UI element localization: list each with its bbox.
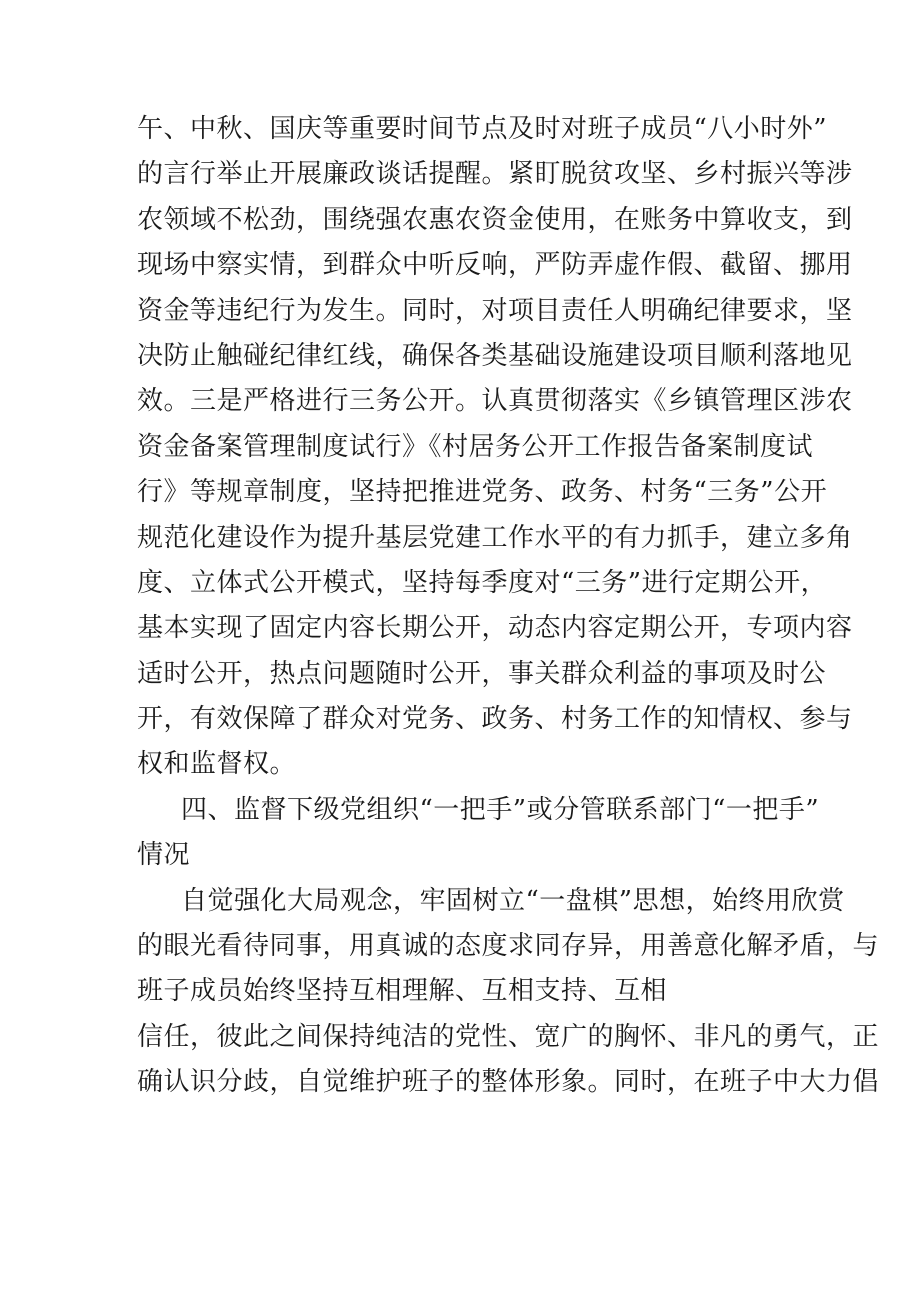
body-line: 效。三是严格进行三务公开。认真贯彻落实《乡镇管理区涉农: [137, 386, 853, 417]
body-line: 开，有效保障了群众对党务、政务、村务工作的知情权、参与: [137, 704, 853, 735]
body-line: 规范化建设作为提升基层党建工作水平的有力抓手，建立多角: [137, 522, 853, 553]
body-line: 农领域不松劲，围绕强农惠农资金使用，在账务中算收支，到: [137, 204, 853, 235]
section-heading-continued: 情况: [137, 840, 191, 871]
body-line: 决防止触碰纪律红线，确保各类基础设施建设项目顺利落地见: [137, 340, 853, 371]
body-line: 行》等规章制度，坚持把推进党务、政务、村务“三务”公开: [137, 477, 828, 508]
body-line: 的眼光看待同事，用真诚的态度求同存异，用善意化解矛盾，与: [137, 931, 880, 962]
body-line: 现场中察实情，到群众中听反响，严防弄虚作假、截留、挪用: [137, 250, 853, 281]
body-line: 班子成员始终坚持互相理解、互相支持、互相: [137, 976, 668, 1007]
body-line: 午、中秋、国庆等重要时间节点及时对班子成员“八小时外”: [137, 114, 828, 144]
body-line: 的言行举止开展廉政谈话提醒。紧盯脱贫攻坚、乡村振兴等涉: [137, 159, 853, 190]
body-line: 基本实现了固定内容长期公开，动态内容定期公开，专项内容: [137, 613, 853, 644]
section-heading: 四、监督下级党组织“一把手”或分管联系部门“一把手”: [181, 794, 820, 825]
body-line: 信任，彼此之间保持纯洁的党性、宽广的胸怀、非凡的勇气，正: [137, 1021, 880, 1052]
body-line: 确认识分歧，自觉维护班子的整体形象。同时，在班子中大力倡: [137, 1067, 880, 1098]
body-line: 自觉强化大局观念，牢固树立“一盘棋”思想，始终用欣赏: [181, 885, 845, 916]
body-line: 权和监督权。: [137, 749, 297, 780]
body-line: 适时公开，热点问题随时公开，事关群众利益的事项及时公: [137, 658, 827, 689]
body-line: 度、立体式公开模式，坚持每季度对“三务”进行定期公开，: [137, 567, 828, 598]
document-body: [137, 107, 880, 1106]
body-line: 资金备案管理制度试行》《村居务公开工作报告备案制度试: [137, 431, 814, 462]
body-line: 资金等违纪行为发生。同时，对项目责任人明确纪律要求，坚: [137, 295, 853, 326]
